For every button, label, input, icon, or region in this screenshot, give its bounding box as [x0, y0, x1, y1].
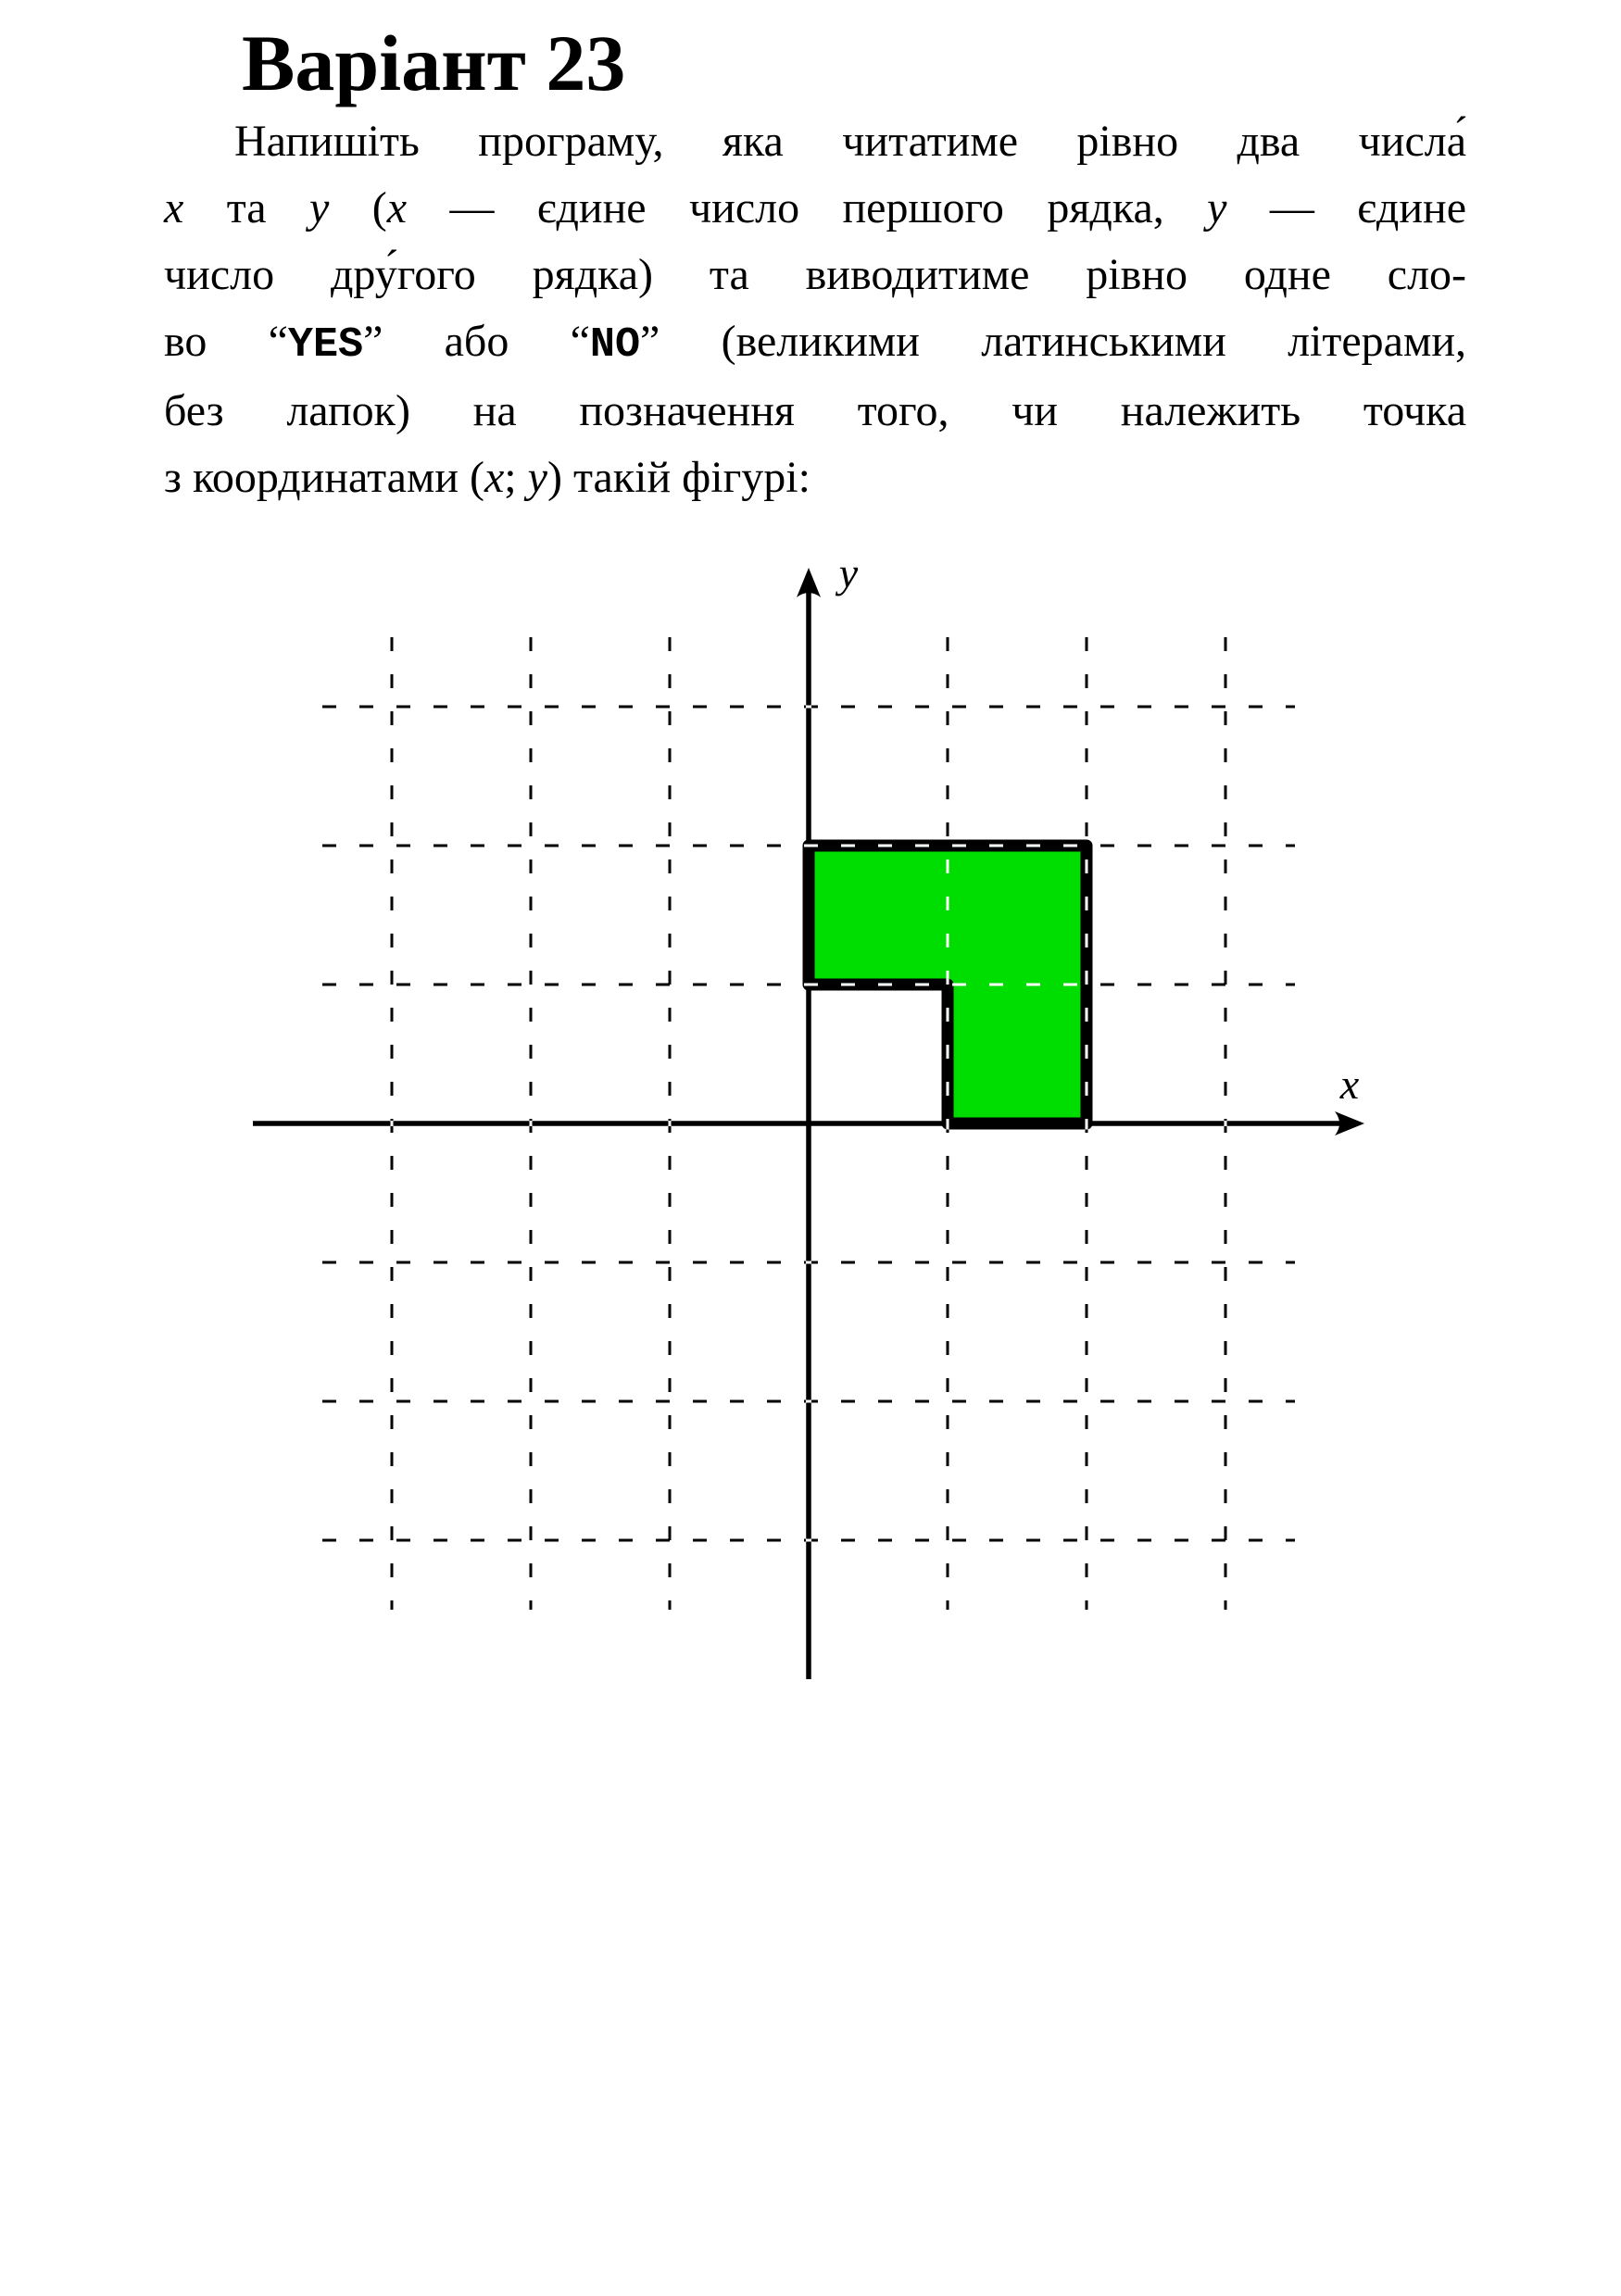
page-title: Варіант 23 [242, 19, 626, 107]
text-segment-it: x [386, 183, 408, 232]
text-segment-mono: YES [287, 320, 364, 369]
text-segment: ” або “ [363, 317, 590, 366]
text-segment-it: x [164, 183, 184, 232]
text-segment: во “ [164, 317, 288, 366]
x-axis-label: x [1339, 1060, 1360, 1108]
text-segment-it: x [484, 453, 505, 502]
text-segment: з координатами ( [164, 453, 484, 502]
text-segment: ) такій фігурі: [547, 453, 810, 502]
text-segment-mono: NO [589, 320, 641, 369]
text-segment: та [183, 183, 310, 232]
text-segment: без лапок) на позначення того, чи належить точка [164, 386, 1466, 435]
text-segment: Напишіть програму, яка читатиме рівно два числа́ [234, 117, 1466, 166]
text-segment: — єдине [1226, 183, 1467, 232]
text-segment: ( [329, 183, 387, 232]
text-segment: — єдине число першого рядка, [407, 183, 1208, 232]
y-axis-label: y [838, 549, 859, 596]
text-segment: ” (великими латинськими літерами, [640, 317, 1466, 366]
text-segment-it: y [1207, 183, 1227, 232]
text-segment-it: y [309, 183, 330, 232]
text-segment: число дру́гого рядка) та виводитиме рівно одне сло- [164, 250, 1466, 299]
text-segment: ; [504, 453, 528, 502]
text-segment-it: y [527, 453, 547, 502]
